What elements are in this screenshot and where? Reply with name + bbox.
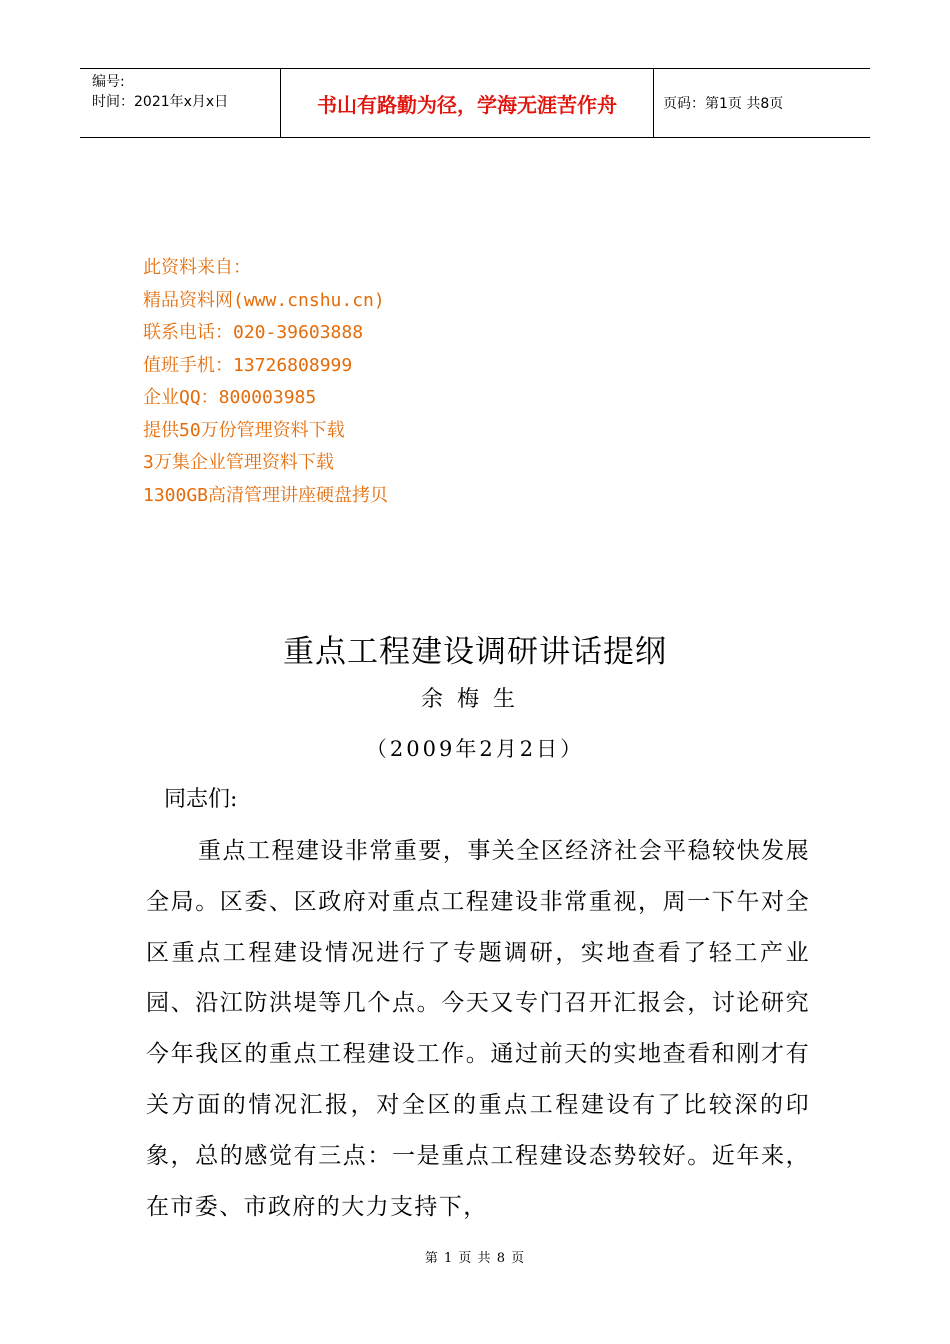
- document-author: 余梅生: [420, 687, 529, 712]
- document-header: [80, 68, 870, 138]
- header-meta: [80, 69, 281, 137]
- page-footer: 第 1 页 共 8 页: [424, 1251, 526, 1266]
- time-label: 时间：2021年x月x日: [92, 94, 229, 110]
- document-date: （2009年2月2日）: [365, 737, 585, 761]
- source-info-block: [143, 252, 388, 512]
- source-line: 1300GB高清管理讲座硬盘拷贝: [143, 484, 389, 506]
- header-motto: 书山有路勤为径，学海无涯苦作舟: [281, 69, 654, 137]
- source-line: 提供50万份管理资料下载: [143, 419, 345, 441]
- body-paragraph: 重点工程建设非常重要，事关全区经济社会平稳较快发展全局。区委、区政府对重点工程建设非常重视，周一下午对全区重点工程建设情况进行了专题调研，实地查看了轻工产业园、沿江防洪堤等几个点。今天又专门召开汇报会，讨论研究今年我区的重点工程建设工作。通过前天的实地查看和刚才有关方面的情况汇报，对全区的重点工程建设有了比较深的印象，总的感觉有三点：一是重点工程建设态势较好。近年来，在市委、市政府的大力支持下，: [146, 838, 810, 1220]
- source-line: 3万集企业管理资料下载: [143, 452, 334, 473]
- source-line: 值班手机：13726808999: [143, 354, 353, 376]
- source-line: 企业QQ：800003985: [143, 387, 317, 408]
- source-line: 联系电话：020-39603888: [143, 322, 364, 343]
- document-title: 重点工程建设调研讲话提纲: [283, 634, 667, 670]
- source-line: 此资料来自：: [143, 257, 251, 278]
- salutation: 同志们:: [164, 787, 238, 812]
- header-page-info: 页码：第1页 共8页: [663, 96, 784, 112]
- source-line: 精品资料网(www.cnshu.cn): [143, 289, 385, 311]
- number-label: 编号:: [92, 74, 125, 90]
